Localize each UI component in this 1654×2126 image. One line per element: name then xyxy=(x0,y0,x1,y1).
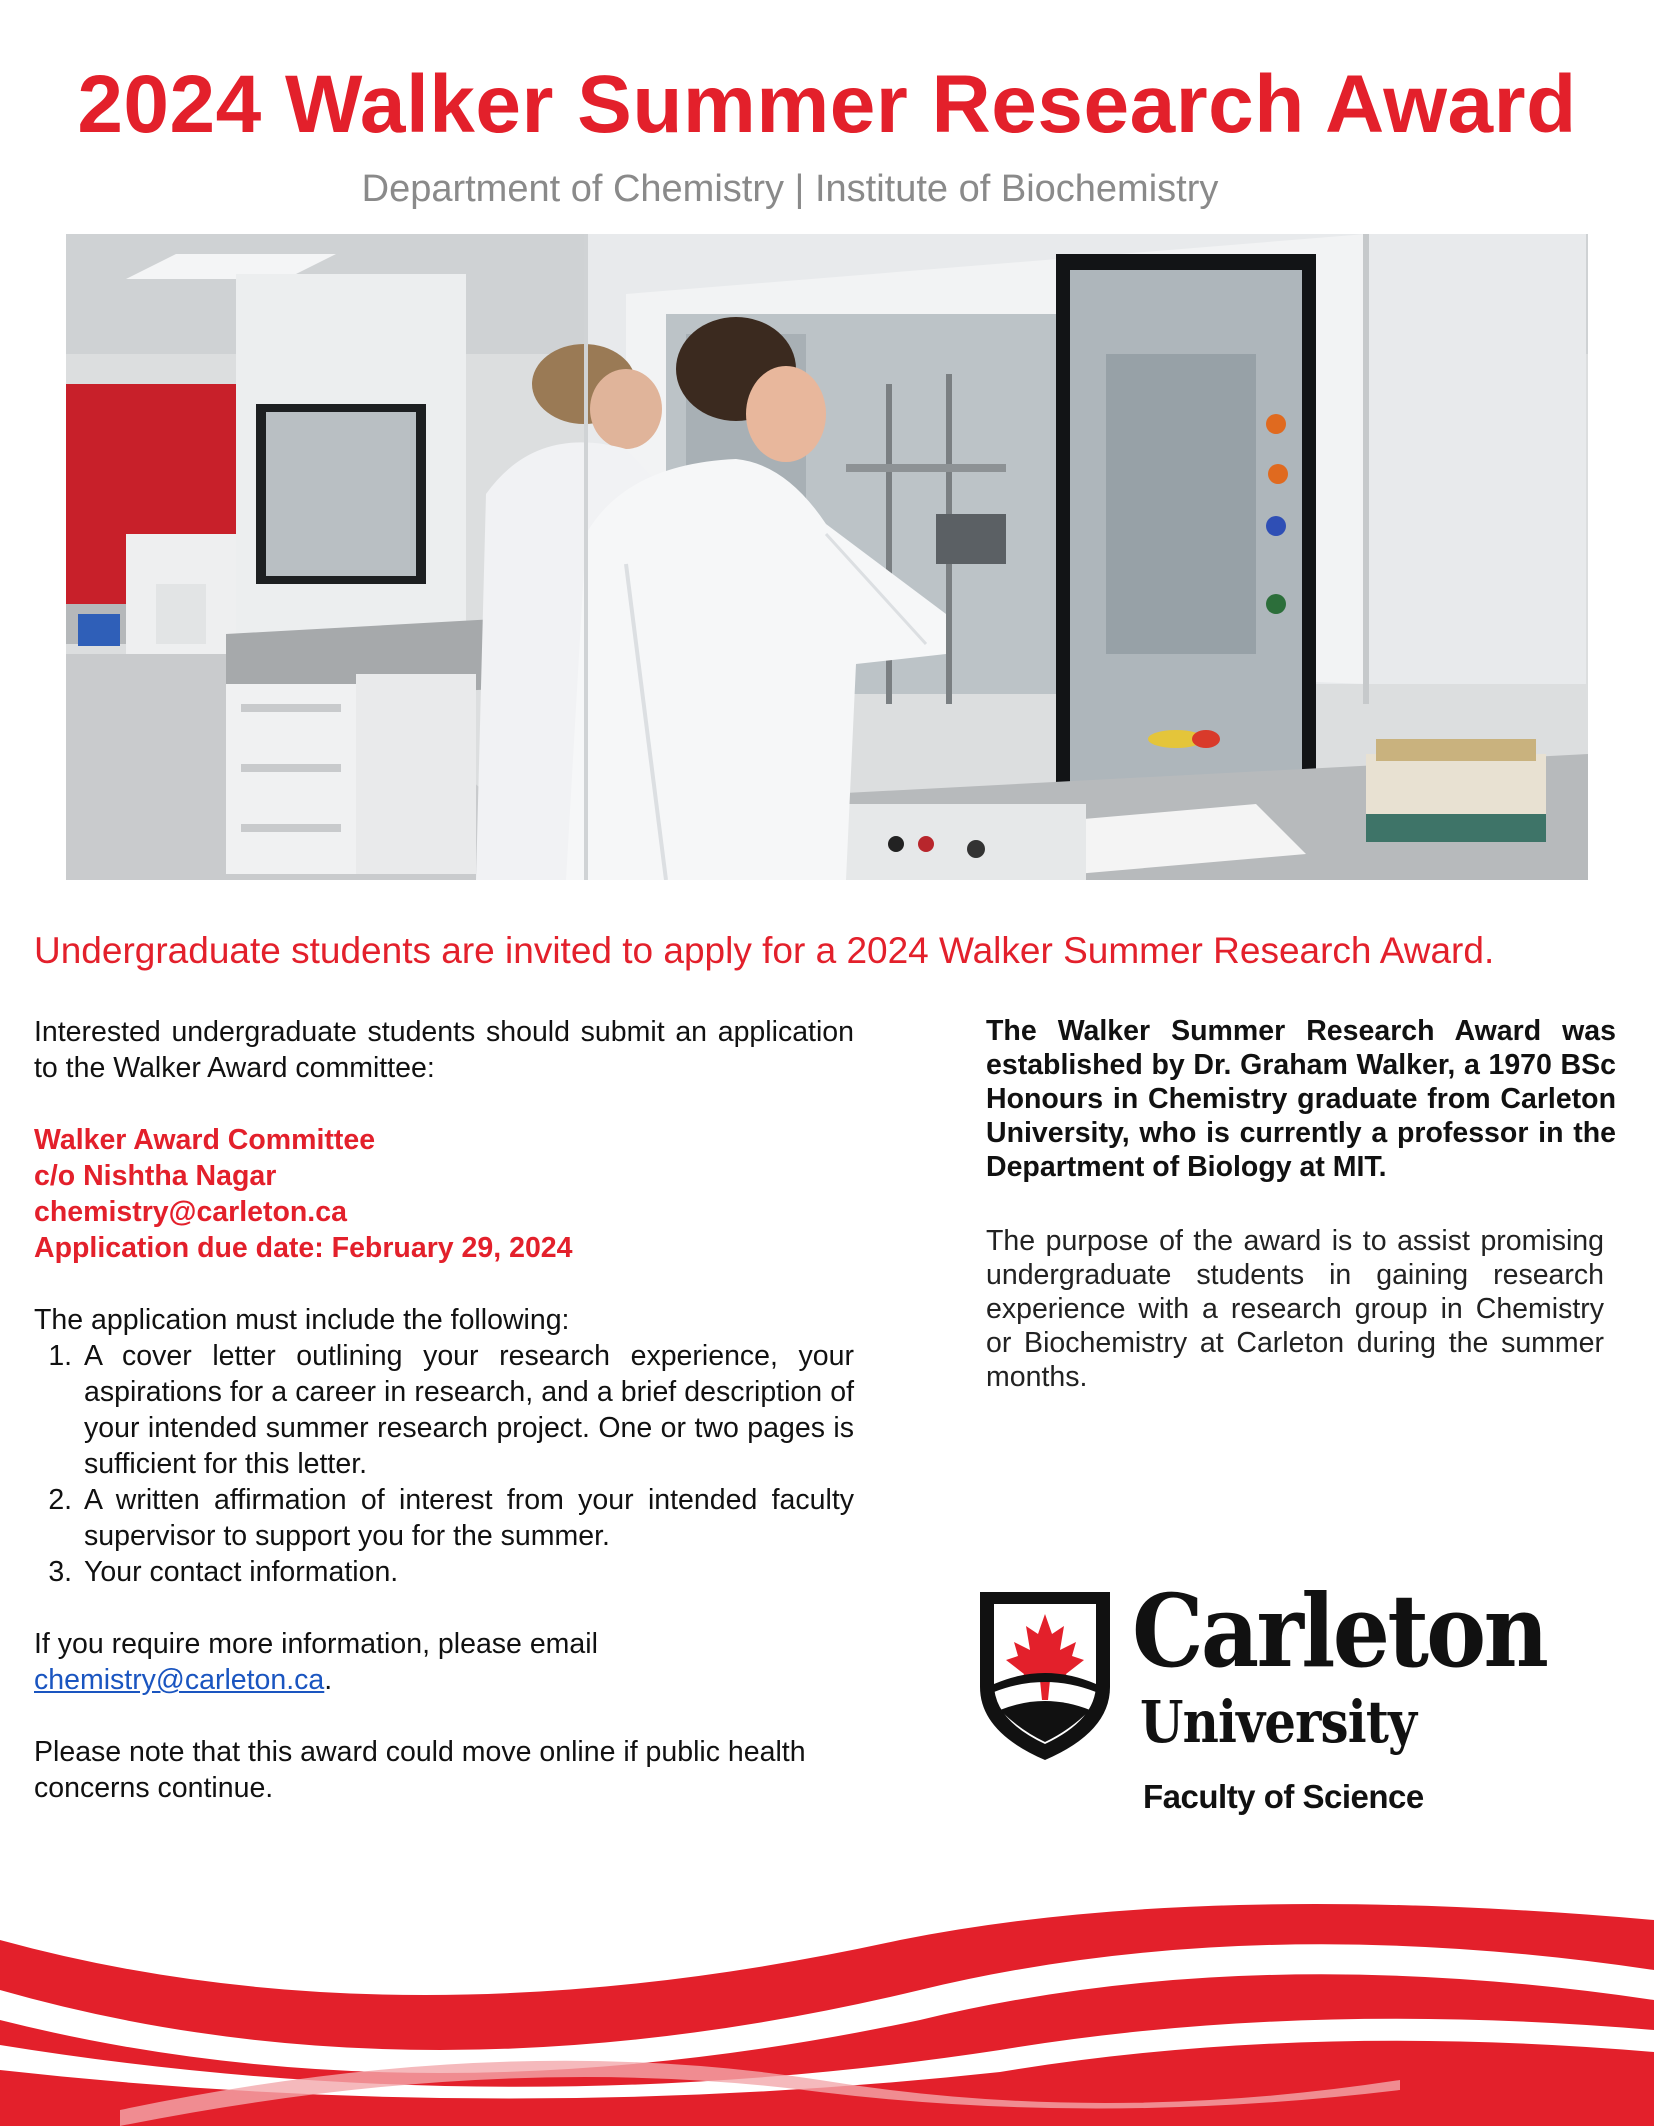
right-column xyxy=(986,1014,1616,1394)
list-item: 1. A cover letter outlining your research experience, your aspirations for a career in research, and a brief description of your intended summer research project. One or two pages is sufficient for this letter. xyxy=(80,1338,854,1482)
spacer xyxy=(986,1184,1616,1224)
more-info xyxy=(34,1626,854,1698)
more-info-text: If you require more information, please email xyxy=(34,1628,598,1660)
note-text: Please note that this award could move online if public health concerns continue. xyxy=(34,1736,806,1804)
decorative-waves xyxy=(0,1880,1654,2126)
more-info-period: . xyxy=(324,1664,333,1696)
award-purpose: The purpose of the award is to assist promising undergraduate students in gaining research experience with a research group in Chemistry or Biochemistry at Carleton during the summer months. xyxy=(986,1225,1604,1393)
logo-wordmark-university: University xyxy=(1140,1688,1417,1756)
faculty-name: Faculty of Science xyxy=(1143,1778,1424,1815)
spacer xyxy=(34,1266,854,1302)
page-title: 2024 Walker Summer Research Award xyxy=(77,59,1577,150)
carleton-shield-icon xyxy=(980,1592,1110,1762)
spacer xyxy=(34,1698,854,1734)
committee-name: Walker Award Committee xyxy=(34,1124,376,1156)
page-subtitle: Department of Chemistry | Institute of Biochemistry xyxy=(361,168,1219,210)
lab-photo xyxy=(66,234,1588,880)
requirements-intro: The application must include the following: xyxy=(34,1304,570,1336)
due-date: Application due date: February 29, 2024 xyxy=(34,1232,573,1264)
list-item: 3. Your contact information. xyxy=(80,1554,854,1590)
invitation-banner: Undergraduate students are invited to apply for a 2024 Walker Summer Research Award. xyxy=(34,930,1495,971)
logo-wordmark-carleton: Carleton xyxy=(1132,1572,1547,1690)
spacer xyxy=(34,1590,854,1626)
committee-contact: c/o Nishtha Nagar xyxy=(34,1160,277,1192)
spacer xyxy=(34,1086,854,1122)
intro-text: Interested undergraduate students should submit an application to the Walker Award committee: xyxy=(34,1016,854,1084)
email-link[interactable]: chemistry@carleton.ca xyxy=(34,1664,325,1696)
requirements-list xyxy=(34,1338,854,1590)
about-award: The Walker Summer Research Award was established by Dr. Graham Walker, a 1970 BSc Honours in Chemistry graduate from Carleton University, who is currently a professor in the Department of Biology at MIT. xyxy=(986,1015,1616,1183)
list-item: 2. A written affirmation of interest from your intended faculty supervisor to support you for the summer. xyxy=(80,1482,854,1554)
committee-email: chemistry@carleton.ca xyxy=(34,1196,347,1228)
left-column xyxy=(34,1014,854,1806)
